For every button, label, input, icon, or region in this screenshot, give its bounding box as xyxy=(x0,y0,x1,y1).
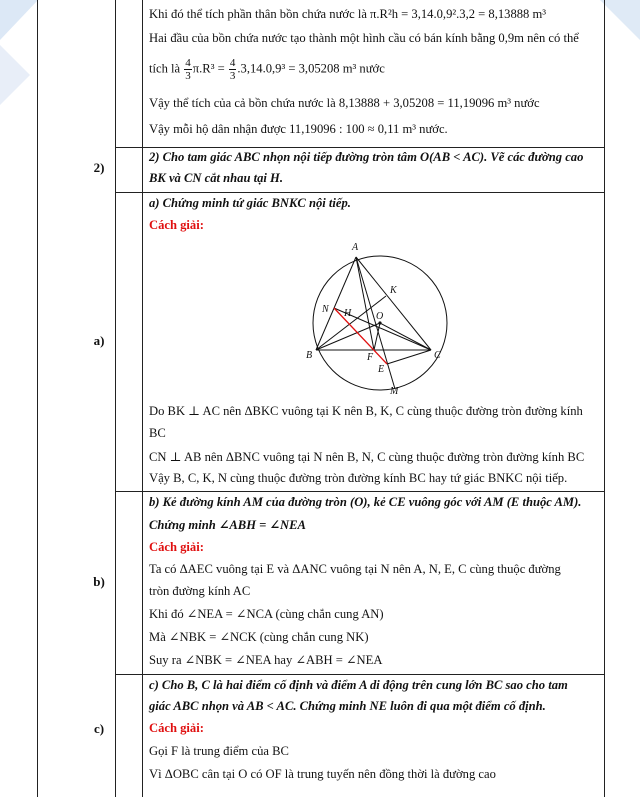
rowA-label: a) xyxy=(93,333,105,348)
rowB-para1: Ta có ΔAEC vuông tại E và ΔANC vuông tại N nên A, N, E, C cùng thuộc đường xyxy=(149,562,561,576)
label-H: H xyxy=(344,308,352,319)
row2-label: 2) xyxy=(93,160,105,175)
rowC-title2: giác ABC nhọn và AB < AC. Chứng minh NE luôn đi qua một điểm cố định. xyxy=(149,699,546,713)
corner-decoration-right xyxy=(600,0,640,60)
label-O: O xyxy=(376,311,384,322)
label-B: B xyxy=(306,350,313,361)
segment-CE xyxy=(387,350,431,364)
row1-line5: Vậy mỗi hộ dân nhận được 11,19096 : 100 ≈ 0,11 m³ nước. xyxy=(149,122,448,136)
rowA-para2: BC xyxy=(149,426,166,440)
rowB-para5: Suy ra ∠NBK = ∠NEA hay ∠ABH = ∠NEA xyxy=(149,653,383,667)
rowA-method: Cách giải: xyxy=(149,218,204,232)
rowA-para3: CN ⊥ AB nên ΔBNC vuông tại N nên B, N, C cùng thuộc đường tròn đường kính BC xyxy=(149,450,585,464)
row1-line2: Hai đầu của bồn chứa nước tạo thành một hình cầu có bán kính bằng 0,9m nên có thể xyxy=(149,31,579,45)
segment-OC xyxy=(380,323,431,350)
row2-question-line1: 2) Cho tam giác ABC nhọn nội tiếp đường tròn tâm O(AB < AC). Vẽ các đường cao xyxy=(149,150,584,164)
row1-line3: tích là $\frac{4}{3}$ π.R³ = $\frac{4}{3}$ .3,14.0,9³ = 3,05208 m³ nước xyxy=(149,57,385,82)
rowC-label: c) xyxy=(93,721,105,736)
rowB-label: b) xyxy=(93,574,105,589)
rowB-title: b) Kẻ đường kính AM của đường tròn (O), kẻ CE vuông góc với AM (E thuộc AM). xyxy=(149,495,582,509)
label-C: C xyxy=(434,350,441,361)
segment-AF xyxy=(356,257,374,350)
segment-AC xyxy=(356,257,431,350)
rowA-title: a) Chứng minh tứ giác BNKC nội tiếp. xyxy=(149,196,351,210)
segment-AM xyxy=(356,257,395,389)
row1-line4: Vậy thể tích của cả bồn chứa nước là 8,13888 + 3,05208 = 11,19096 m³ nước xyxy=(149,96,540,110)
label-A: A xyxy=(352,242,359,253)
label-M: M xyxy=(390,386,399,397)
rowB-method: Cách giải: xyxy=(149,540,204,554)
rowB-para3: Khi đó ∠NEA = ∠NCA (cùng chắn cung AN) xyxy=(149,607,384,621)
rowA-para4: Vậy B, C, K, N cùng thuộc đường tròn đường kính BC hay tứ giác BNKC nội tiếp. xyxy=(149,471,568,485)
rowC-method: Cách giải: xyxy=(149,721,204,735)
label-F: F xyxy=(367,352,374,363)
geometry-figure xyxy=(298,236,458,398)
label-E: E xyxy=(378,364,385,375)
rowA-para1: Do BK ⊥ AC nên ΔBKC vuông tại K nên B, K, C cùng thuộc đường tròn đường kính xyxy=(149,404,583,418)
rowC-para2: Vì ΔOBC cân tại O có OF là trung tuyến nên đồng thời là đường cao xyxy=(149,767,496,781)
row1-line1: Khi đó thể tích phần thân bồn chứa nước là π.R²h = 3,14.0,9².3,2 = 8,13888 m³ xyxy=(149,7,547,21)
row2-question-line2: BK và CN cắt nhau tại H. xyxy=(149,171,284,185)
label-N: N xyxy=(322,304,329,315)
rowB-para4: Mà ∠NBK = ∠NCK (cùng chắn cung NK) xyxy=(149,630,369,644)
rowB-title2: Chứng minh ∠ABH = ∠NEA xyxy=(149,518,306,532)
rowB-para2: tròn đường kính AC xyxy=(149,584,251,598)
rowC-para1: Gọi F là trung điểm của BC xyxy=(149,744,289,758)
label-K: K xyxy=(390,285,397,296)
rowC-title: c) Cho B, C là hai điểm cố định và điểm A di động trên cung lớn BC sao cho tam xyxy=(149,678,568,692)
